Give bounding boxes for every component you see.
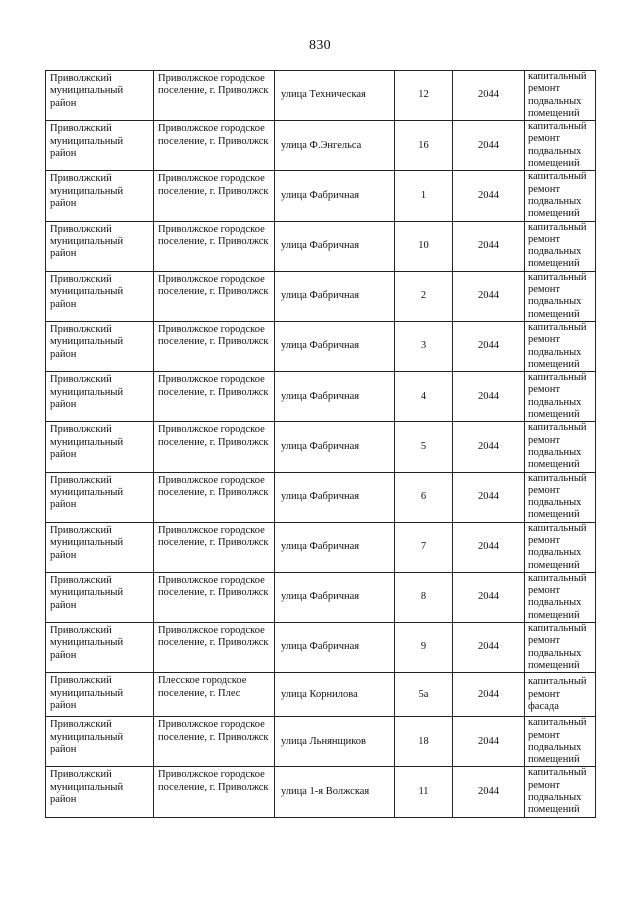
house-number-cell: 5 bbox=[395, 422, 453, 472]
house-number-cell: 11 bbox=[395, 767, 453, 817]
work-type-cell: капитальный ремонт подвальных помещений bbox=[525, 71, 596, 121]
year-cell: 2044 bbox=[453, 171, 525, 221]
settlement-cell: Приволжское городское поселение, г. Приволжск bbox=[154, 717, 275, 767]
work-type-cell: капитальный ремонт подвальных помещений bbox=[525, 271, 596, 321]
street-cell: улица 1-я Волжская bbox=[275, 767, 395, 817]
house-number-cell: 16 bbox=[395, 121, 453, 171]
work-type-cell: капитальный ремонт подвальных помещений bbox=[525, 221, 596, 271]
year-cell: 2044 bbox=[453, 71, 525, 121]
year-cell: 2044 bbox=[453, 472, 525, 522]
settlement-cell: Приволжское городское поселение, г. Приволжск bbox=[154, 472, 275, 522]
street-cell: улица Фабричная bbox=[275, 271, 395, 321]
settlement-cell: Приволжское городское поселение, г. Приволжск bbox=[154, 121, 275, 171]
house-number-cell: 4 bbox=[395, 372, 453, 422]
year-cell: 2044 bbox=[453, 321, 525, 371]
work-type-cell: капитальный ремонт подвальных помещений bbox=[525, 171, 596, 221]
district-cell: Приволжский муниципальный район bbox=[46, 321, 154, 371]
settlement-cell: Приволжское городское поселение, г. Приволжск bbox=[154, 221, 275, 271]
district-cell: Приволжский муниципальный район bbox=[46, 271, 154, 321]
house-number-cell: 8 bbox=[395, 572, 453, 622]
street-cell: улица Корнилова bbox=[275, 673, 395, 717]
house-number-cell: 12 bbox=[395, 71, 453, 121]
district-cell: Приволжский муниципальный район bbox=[46, 522, 154, 572]
work-type-cell: капитальный ремонт подвальных помещений bbox=[525, 767, 596, 817]
table-row bbox=[46, 422, 596, 472]
street-cell: улица Техническая bbox=[275, 71, 395, 121]
district-cell: Приволжский муниципальный район bbox=[46, 767, 154, 817]
table-row bbox=[46, 121, 596, 171]
district-cell: Приволжский муниципальный район bbox=[46, 121, 154, 171]
table-row bbox=[46, 221, 596, 271]
table-body bbox=[46, 71, 596, 818]
settlement-cell: Приволжское городское поселение, г. Приволжск bbox=[154, 271, 275, 321]
settlement-cell: Приволжское городское поселение, г. Приволжск bbox=[154, 572, 275, 622]
street-cell: улица Льнянщиков bbox=[275, 717, 395, 767]
district-cell: Приволжский муниципальный район bbox=[46, 673, 154, 717]
page-number: 830 bbox=[309, 38, 331, 53]
year-cell: 2044 bbox=[453, 673, 525, 717]
table-row bbox=[46, 372, 596, 422]
table-row bbox=[46, 522, 596, 572]
street-cell: улица Фабричная bbox=[275, 522, 395, 572]
settlement-cell: Приволжское городское поселение, г. Приволжск bbox=[154, 321, 275, 371]
street-cell: улица Фабричная bbox=[275, 572, 395, 622]
street-cell: улица Фабричная bbox=[275, 221, 395, 271]
district-cell: Приволжский муниципальный район bbox=[46, 623, 154, 673]
work-type-cell: капитальный ремонт подвальных помещений bbox=[525, 121, 596, 171]
district-cell: Приволжский муниципальный район bbox=[46, 372, 154, 422]
district-cell: Приволжский муниципальный район bbox=[46, 572, 154, 622]
street-cell: улица Фабричная bbox=[275, 422, 395, 472]
work-type-cell: капитальный ремонт подвальных помещений bbox=[525, 422, 596, 472]
settlement-cell: Плесское городское поселение, г. Плес bbox=[154, 673, 275, 717]
table-row bbox=[46, 717, 596, 767]
settlement-cell: Приволжское городское поселение, г. Приволжск bbox=[154, 767, 275, 817]
table-row bbox=[46, 71, 596, 121]
house-number-cell: 9 bbox=[395, 623, 453, 673]
settlement-cell: Приволжское городское поселение, г. Приволжск bbox=[154, 623, 275, 673]
work-type-cell: капитальный ремонт подвальных помещений bbox=[525, 522, 596, 572]
street-cell: улица Фабричная bbox=[275, 472, 395, 522]
work-type-cell: капитальный ремонт фасада bbox=[525, 673, 596, 717]
year-cell: 2044 bbox=[453, 572, 525, 622]
settlement-cell: Приволжское городское поселение, г. Приволжск bbox=[154, 422, 275, 472]
year-cell: 2044 bbox=[453, 121, 525, 171]
work-type-cell: капитальный ремонт подвальных помещений bbox=[525, 321, 596, 371]
house-number-cell: 2 bbox=[395, 271, 453, 321]
district-cell: Приволжский муниципальный район bbox=[46, 171, 154, 221]
repair-schedule-table bbox=[45, 70, 596, 818]
house-number-cell: 6 bbox=[395, 472, 453, 522]
settlement-cell: Приволжское городское поселение, г. Приволжск bbox=[154, 171, 275, 221]
table-row bbox=[46, 271, 596, 321]
year-cell: 2044 bbox=[453, 271, 525, 321]
street-cell: улица Фабричная bbox=[275, 321, 395, 371]
year-cell: 2044 bbox=[453, 717, 525, 767]
district-cell: Приволжский муниципальный район bbox=[46, 422, 154, 472]
year-cell: 2044 bbox=[453, 422, 525, 472]
district-cell: Приволжский муниципальный район bbox=[46, 472, 154, 522]
work-type-cell: капитальный ремонт подвальных помещений bbox=[525, 572, 596, 622]
year-cell: 2044 bbox=[453, 522, 525, 572]
table-row bbox=[46, 321, 596, 371]
street-cell: улица Фабричная bbox=[275, 372, 395, 422]
year-cell: 2044 bbox=[453, 767, 525, 817]
street-cell: улица Фабричная bbox=[275, 623, 395, 673]
house-number-cell: 7 bbox=[395, 522, 453, 572]
table-row bbox=[46, 623, 596, 673]
settlement-cell: Приволжское городское поселение, г. Приволжск bbox=[154, 71, 275, 121]
work-type-cell: капитальный ремонт подвальных помещений bbox=[525, 623, 596, 673]
year-cell: 2044 bbox=[453, 623, 525, 673]
table-row bbox=[46, 673, 596, 717]
settlement-cell: Приволжское городское поселение, г. Приволжск bbox=[154, 372, 275, 422]
house-number-cell: 5а bbox=[395, 673, 453, 717]
table-row bbox=[46, 472, 596, 522]
table-row bbox=[46, 171, 596, 221]
work-type-cell: капитальный ремонт подвальных помещений bbox=[525, 472, 596, 522]
work-type-cell: капитальный ремонт подвальных помещений bbox=[525, 372, 596, 422]
house-number-cell: 18 bbox=[395, 717, 453, 767]
house-number-cell: 3 bbox=[395, 321, 453, 371]
street-cell: улица Фабричная bbox=[275, 171, 395, 221]
house-number-cell: 10 bbox=[395, 221, 453, 271]
settlement-cell: Приволжское городское поселение, г. Приволжск bbox=[154, 522, 275, 572]
street-cell: улица Ф.Энгельса bbox=[275, 121, 395, 171]
year-cell: 2044 bbox=[453, 221, 525, 271]
district-cell: Приволжский муниципальный район bbox=[46, 717, 154, 767]
year-cell: 2044 bbox=[453, 372, 525, 422]
house-number-cell: 1 bbox=[395, 171, 453, 221]
table-row bbox=[46, 767, 596, 817]
work-type-cell: капитальный ремонт подвальных помещений bbox=[525, 717, 596, 767]
district-cell: Приволжский муниципальный район bbox=[46, 221, 154, 271]
table-row bbox=[46, 572, 596, 622]
district-cell: Приволжский муниципальный район bbox=[46, 71, 154, 121]
